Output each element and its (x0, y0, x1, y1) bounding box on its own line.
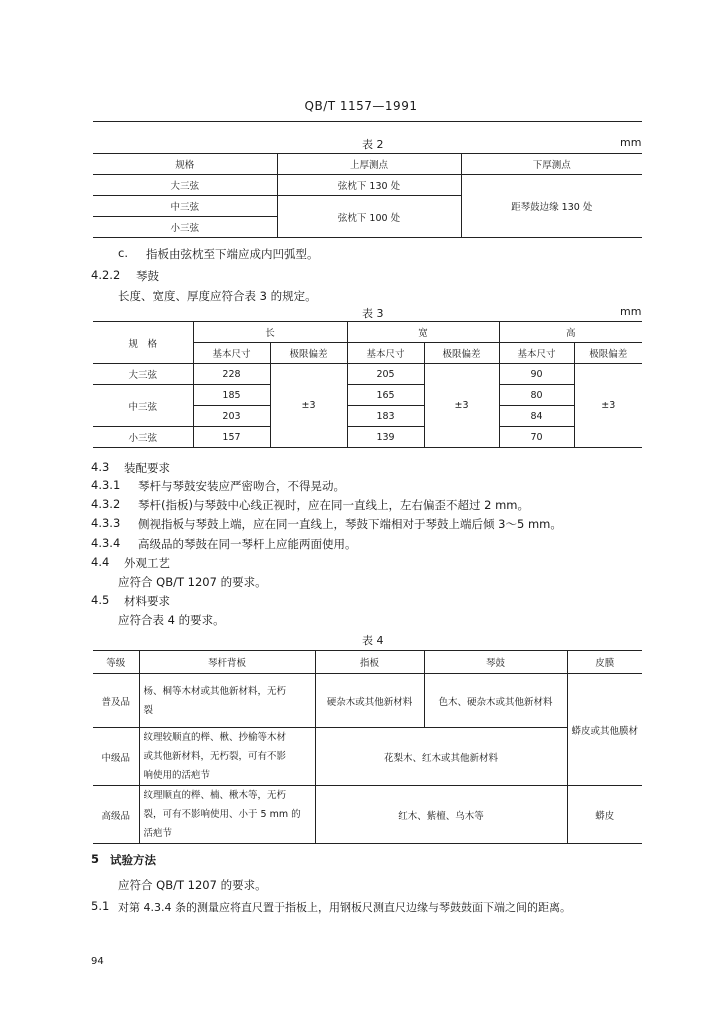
table2-unit: mm (620, 136, 642, 149)
table2-spec-cell: 小三弦 (93, 217, 277, 238)
section-text: 琴杆与琴鼓安装应严密吻合，不得晃动。 (138, 479, 345, 493)
section-title: 装配要求 (124, 461, 170, 475)
table4-header-back: 琴杆背板 (139, 651, 315, 674)
section-text: 对第 4.3.4 条的测量应将直尺置于指板上，用钢板尺测直尺边缘与琴鼓鼓面下端之间的距离。 (118, 901, 571, 914)
table3-height-cell: 84 (499, 406, 574, 427)
section-number: 4.4 (91, 555, 110, 569)
table4-grade-cell: 普及品 (93, 674, 139, 728)
section-title: 试验方法 (110, 853, 156, 867)
table3-subheader: 基本尺寸 (499, 343, 574, 364)
table3-length-cell: 203 (193, 406, 270, 427)
table3-subheader: 基本尺寸 (193, 343, 270, 364)
section-text: 应符合表 4 的要求。 (118, 613, 225, 627)
section-text: 应符合 QB/T 1207 的要求。 (118, 878, 267, 892)
section-number: 4.3 (91, 460, 110, 474)
table4-header-skin: 皮膜 (567, 651, 642, 674)
table2-caption: 表 2 (362, 138, 384, 151)
table3-caption: 表 3 (362, 307, 384, 320)
table4-back-line: 响使用的活疤节 (143, 770, 211, 781)
table2-spec-cell: 中三弦 (93, 196, 277, 217)
section-title: 琴鼓 (136, 269, 159, 283)
standard-code: QB/T 1157—1991 (304, 99, 418, 113)
section-number: 5.1 (91, 899, 110, 913)
para-c-text: 指板由弦枕至下端应成内凹弧型。 (146, 247, 319, 261)
table3-spec-cell: 大三弦 (93, 364, 193, 385)
table3-height-cell: 70 (499, 427, 574, 448)
table2-upper-cell: 弦枕下 100 处 (277, 196, 461, 238)
section-number: 4.3.2 (91, 497, 121, 511)
section-number: 4.3.1 (91, 478, 121, 492)
table3-height-cell: 80 (499, 385, 574, 406)
page-number: 94 (91, 956, 104, 967)
table3-width-cell: 139 (347, 427, 424, 448)
table4-drum-cell: 色木、硬杂木或其他新材料 (424, 674, 567, 728)
table3-unit: mm (620, 305, 642, 318)
table4-back-line: 纹理较顺直的榉、楸、抄榆等木材 (143, 732, 287, 743)
section-number: 4.2.2 (91, 268, 121, 282)
table4-header-drum: 琴鼓 (424, 651, 567, 674)
table4-back-line: 杨、桐等木材或其他新材料，无朽 (143, 685, 287, 697)
table3-length-cell: 228 (193, 364, 270, 385)
table4-grade-cell: 高级品 (93, 786, 139, 844)
table3-width-cell: 165 (347, 385, 424, 406)
table3-header-width: 宽 (347, 322, 499, 343)
table3-length-cell: 157 (193, 427, 270, 448)
table4-back-line: 裂 (143, 704, 154, 716)
table4-fingerboard-cell: 硬杂木或其他新材料 (315, 674, 424, 728)
header-rule (93, 121, 642, 122)
table2-lower-merged: 距琴鼓边缘 130 处 (461, 175, 642, 238)
table4-merged-cell: 花梨木、红木或其他新材料 (315, 728, 567, 786)
section-number: 4.5 (91, 593, 110, 607)
table4-back-cell (139, 786, 315, 844)
table2-upper-cell: 弦枕下 130 处 (277, 175, 461, 196)
table3-header-height: 高 (499, 322, 642, 343)
section-title: 外观工艺 (124, 556, 170, 570)
section-text: 琴杆(指板)与琴鼓中心线正视时，应在同一直线上，左右偏歪不超过 2 mm。 (138, 498, 530, 512)
table2 (93, 153, 642, 238)
section-text: 侧视指板与琴鼓上端，应在同一直线上，琴鼓下端相对于琴鼓上端后倾 3～5 mm。 (138, 517, 562, 531)
section-number: 4.3.4 (91, 536, 121, 550)
table4 (93, 650, 642, 844)
table3-header-spec: 规 格 (93, 322, 193, 364)
table3-width-cell: 205 (347, 364, 424, 385)
table4-header-fingerboard: 指板 (315, 651, 424, 674)
table3-tolerance-length: ±3 (270, 364, 347, 448)
table3-length-cell: 185 (193, 385, 270, 406)
table3-spec-cell: 中三弦 (93, 385, 193, 427)
table3-width-cell: 183 (347, 406, 424, 427)
table2-spec-cell: 大三弦 (93, 175, 277, 196)
table3-header-length: 长 (193, 322, 347, 343)
table4-header-grade: 等级 (93, 651, 139, 674)
table4-back-cell (139, 728, 315, 786)
table3-tolerance-height: ±3 (574, 364, 642, 448)
section-number: 5 (91, 852, 100, 866)
table4-back-line: 活疤节 (143, 828, 173, 839)
table2-header-spec: 规格 (93, 154, 277, 175)
table2-header-lower: 下厚测点 (461, 154, 642, 175)
table2-header-upper: 上厚测点 (277, 154, 461, 175)
table3-tolerance-width: ±3 (424, 364, 499, 448)
table3-height-cell: 90 (499, 364, 574, 385)
table4-merged-cell: 红木、紫檀、乌木等 (315, 786, 567, 844)
table4-skin-cell: 蟒皮 (567, 786, 642, 844)
section-text: 高级品的琴鼓在同一琴杆上应能两面使用。 (138, 537, 357, 551)
table3-subheader: 极限偏差 (424, 343, 499, 364)
table4-back-line: 裂，可有不影响使用、小于 5 mm 的 (143, 809, 301, 820)
section-title: 材料要求 (124, 594, 170, 608)
table4-back-line: 或其他新材料，无朽裂，可有不影 (143, 751, 287, 762)
section-text: 应符合 QB/T 1207 的要求。 (118, 575, 267, 589)
table3-spec-cell: 小三弦 (93, 427, 193, 448)
section-text: 长度、宽度、厚度应符合表 3 的规定。 (118, 289, 317, 303)
table3 (93, 321, 642, 448)
table4-caption: 表 4 (362, 634, 384, 647)
table4-back-line: 纹理顺直的榉、楠、楸木等，无朽 (143, 790, 287, 801)
table4-skin-merged: 蟒皮或其他膜材 (567, 674, 642, 786)
table3-subheader: 极限偏差 (270, 343, 347, 364)
section-number: 4.3.3 (91, 516, 121, 530)
table3-subheader: 极限偏差 (574, 343, 642, 364)
table4-grade-cell: 中级品 (93, 728, 139, 786)
table4-back-cell (139, 674, 315, 728)
table3-subheader: 基本尺寸 (347, 343, 424, 364)
para-c-label: c. (118, 246, 128, 260)
